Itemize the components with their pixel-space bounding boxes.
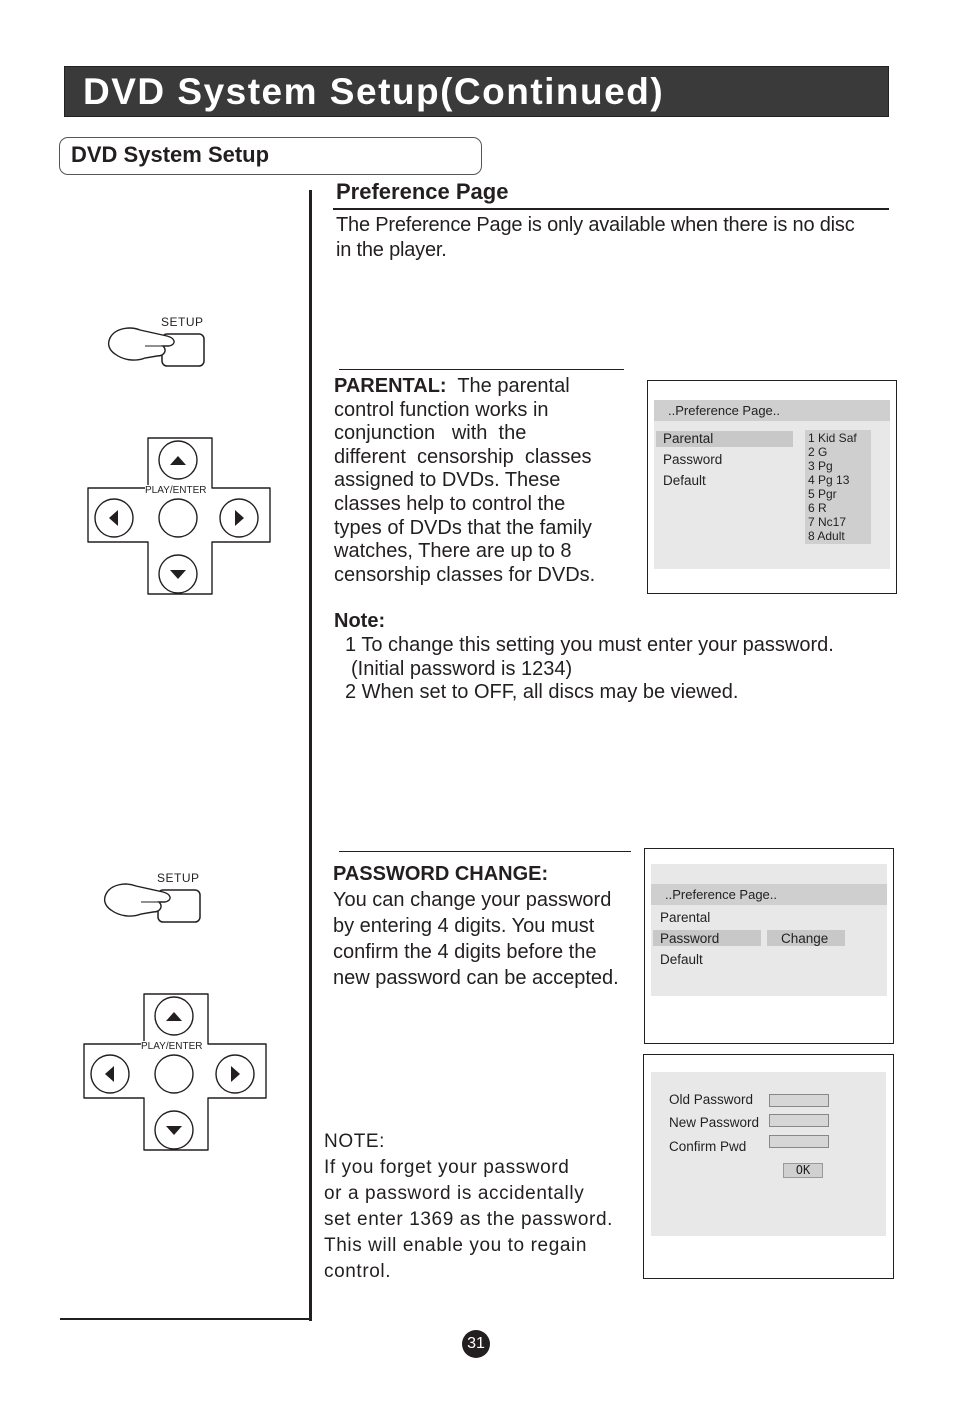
vertical-divider bbox=[309, 190, 312, 1321]
note2-line: set enter 1369 as the password. bbox=[324, 1209, 613, 1230]
note-label: Note: bbox=[334, 610, 386, 632]
preference-intro-2: in the player. bbox=[336, 239, 447, 261]
password-change-line: confirm the 4 digits before the bbox=[333, 941, 597, 963]
parental-line: assigned to DVDs. These bbox=[334, 469, 561, 492]
rating-option[interactable]: 8 Adult bbox=[808, 529, 845, 543]
password-change-line: You can change your password bbox=[333, 889, 612, 911]
preference-intro-1: The Preference Page is only available when there is no disc bbox=[336, 214, 855, 236]
play-enter-label: PLAY/ENTER bbox=[141, 1041, 203, 1052]
section-title: DVD System Setup bbox=[71, 142, 270, 167]
setup-button-hand-icon bbox=[101, 874, 211, 929]
note2-line: If you forget your password bbox=[324, 1157, 570, 1178]
menu-header bbox=[651, 884, 887, 905]
setup-label: SETUP bbox=[161, 315, 204, 329]
menu-item-parental[interactable]: Parental bbox=[663, 431, 714, 446]
setup-label: SETUP bbox=[157, 871, 200, 885]
parental-menu-screen bbox=[647, 380, 897, 594]
parental-line: control function works in bbox=[334, 398, 549, 421]
password-change-line: by entering 4 digits. You must bbox=[333, 915, 595, 937]
menu-item-password[interactable]: Password bbox=[660, 931, 720, 946]
parental-line: watches, There are up to 8 bbox=[334, 540, 572, 563]
note-line: (Initial password is 1234) bbox=[351, 658, 573, 680]
note2-line: or a password is accidentally bbox=[324, 1183, 585, 1204]
parental-text bbox=[334, 375, 595, 587]
note2-line: NOTE: bbox=[324, 1131, 386, 1152]
rating-option[interactable]: 6 R bbox=[808, 501, 827, 515]
password-change-line: new password can be accepted. bbox=[333, 967, 619, 989]
rating-option[interactable]: 4 Pg 13 bbox=[808, 473, 850, 487]
bottom-rule bbox=[60, 1318, 311, 1320]
password-menu-screen bbox=[644, 848, 894, 1044]
rating-option-list[interactable] bbox=[805, 430, 871, 544]
old-password-label: Old Password bbox=[669, 1092, 754, 1107]
forgot-password-note bbox=[324, 1129, 613, 1285]
note2-line: This will enable you to regain bbox=[324, 1235, 588, 1256]
parental-line: different censorship classes bbox=[334, 445, 592, 468]
title-bar bbox=[64, 66, 889, 117]
parental-line: censorship classes for DVDs. bbox=[334, 563, 596, 586]
parental-line: types of DVDs that the family bbox=[334, 516, 592, 539]
rating-option[interactable]: 7 Nc17 bbox=[808, 515, 847, 529]
section-title-box bbox=[59, 137, 482, 175]
confirm-password-field[interactable] bbox=[769, 1135, 829, 1148]
rating-option[interactable]: 1 Kid Saf bbox=[808, 431, 857, 445]
rating-option[interactable]: 2 G bbox=[808, 445, 828, 459]
parental-line: classes help to control the bbox=[334, 492, 566, 515]
password-change-label: PASSWORD CHANGE: bbox=[333, 863, 549, 885]
menu-option-change[interactable]: Change bbox=[781, 931, 829, 946]
menu-item-password[interactable]: Password bbox=[663, 452, 723, 467]
direction-pad-icon bbox=[82, 992, 270, 1154]
password-entry-screen bbox=[643, 1054, 894, 1279]
menu-header-text: ..Preference Page.. bbox=[665, 887, 778, 902]
note-line: 2 When set to OFF, all discs may be viewed. bbox=[345, 681, 739, 703]
parental-rule bbox=[339, 369, 624, 370]
old-password-field[interactable] bbox=[769, 1094, 829, 1107]
menu-item-parental[interactable]: Parental bbox=[660, 910, 711, 925]
ok-button[interactable]: OK bbox=[783, 1163, 823, 1178]
parental-line: The parental bbox=[457, 375, 570, 397]
page-title: DVD System Setup(Continued) bbox=[83, 71, 665, 112]
note-line: 1 To change this setting you must enter your password. bbox=[345, 634, 834, 656]
menu-header bbox=[654, 400, 890, 421]
new-password-field[interactable] bbox=[769, 1114, 829, 1127]
note2-line: control. bbox=[324, 1261, 392, 1282]
menu-header-text: ..Preference Page.. bbox=[668, 403, 781, 418]
rating-option[interactable]: 3 Pg bbox=[808, 459, 833, 473]
direction-pad-icon bbox=[86, 436, 274, 598]
rating-option[interactable]: 5 Pgr bbox=[808, 487, 837, 501]
parental-line: conjunction with the bbox=[334, 422, 527, 445]
menu-item-default[interactable]: Default bbox=[660, 952, 703, 967]
confirm-password-label: Confirm Pwd bbox=[669, 1139, 747, 1154]
preference-heading: Preference Page bbox=[336, 179, 509, 204]
setup-button-hand-icon bbox=[105, 318, 215, 373]
password-rule bbox=[339, 851, 631, 852]
preference-rule bbox=[333, 208, 889, 210]
page-number: 31 bbox=[462, 1330, 490, 1358]
play-enter-label: PLAY/ENTER bbox=[145, 485, 207, 496]
menu-item-default[interactable]: Default bbox=[663, 473, 706, 488]
new-password-label: New Password bbox=[669, 1115, 760, 1130]
parental-label: PARENTAL: bbox=[334, 375, 447, 397]
